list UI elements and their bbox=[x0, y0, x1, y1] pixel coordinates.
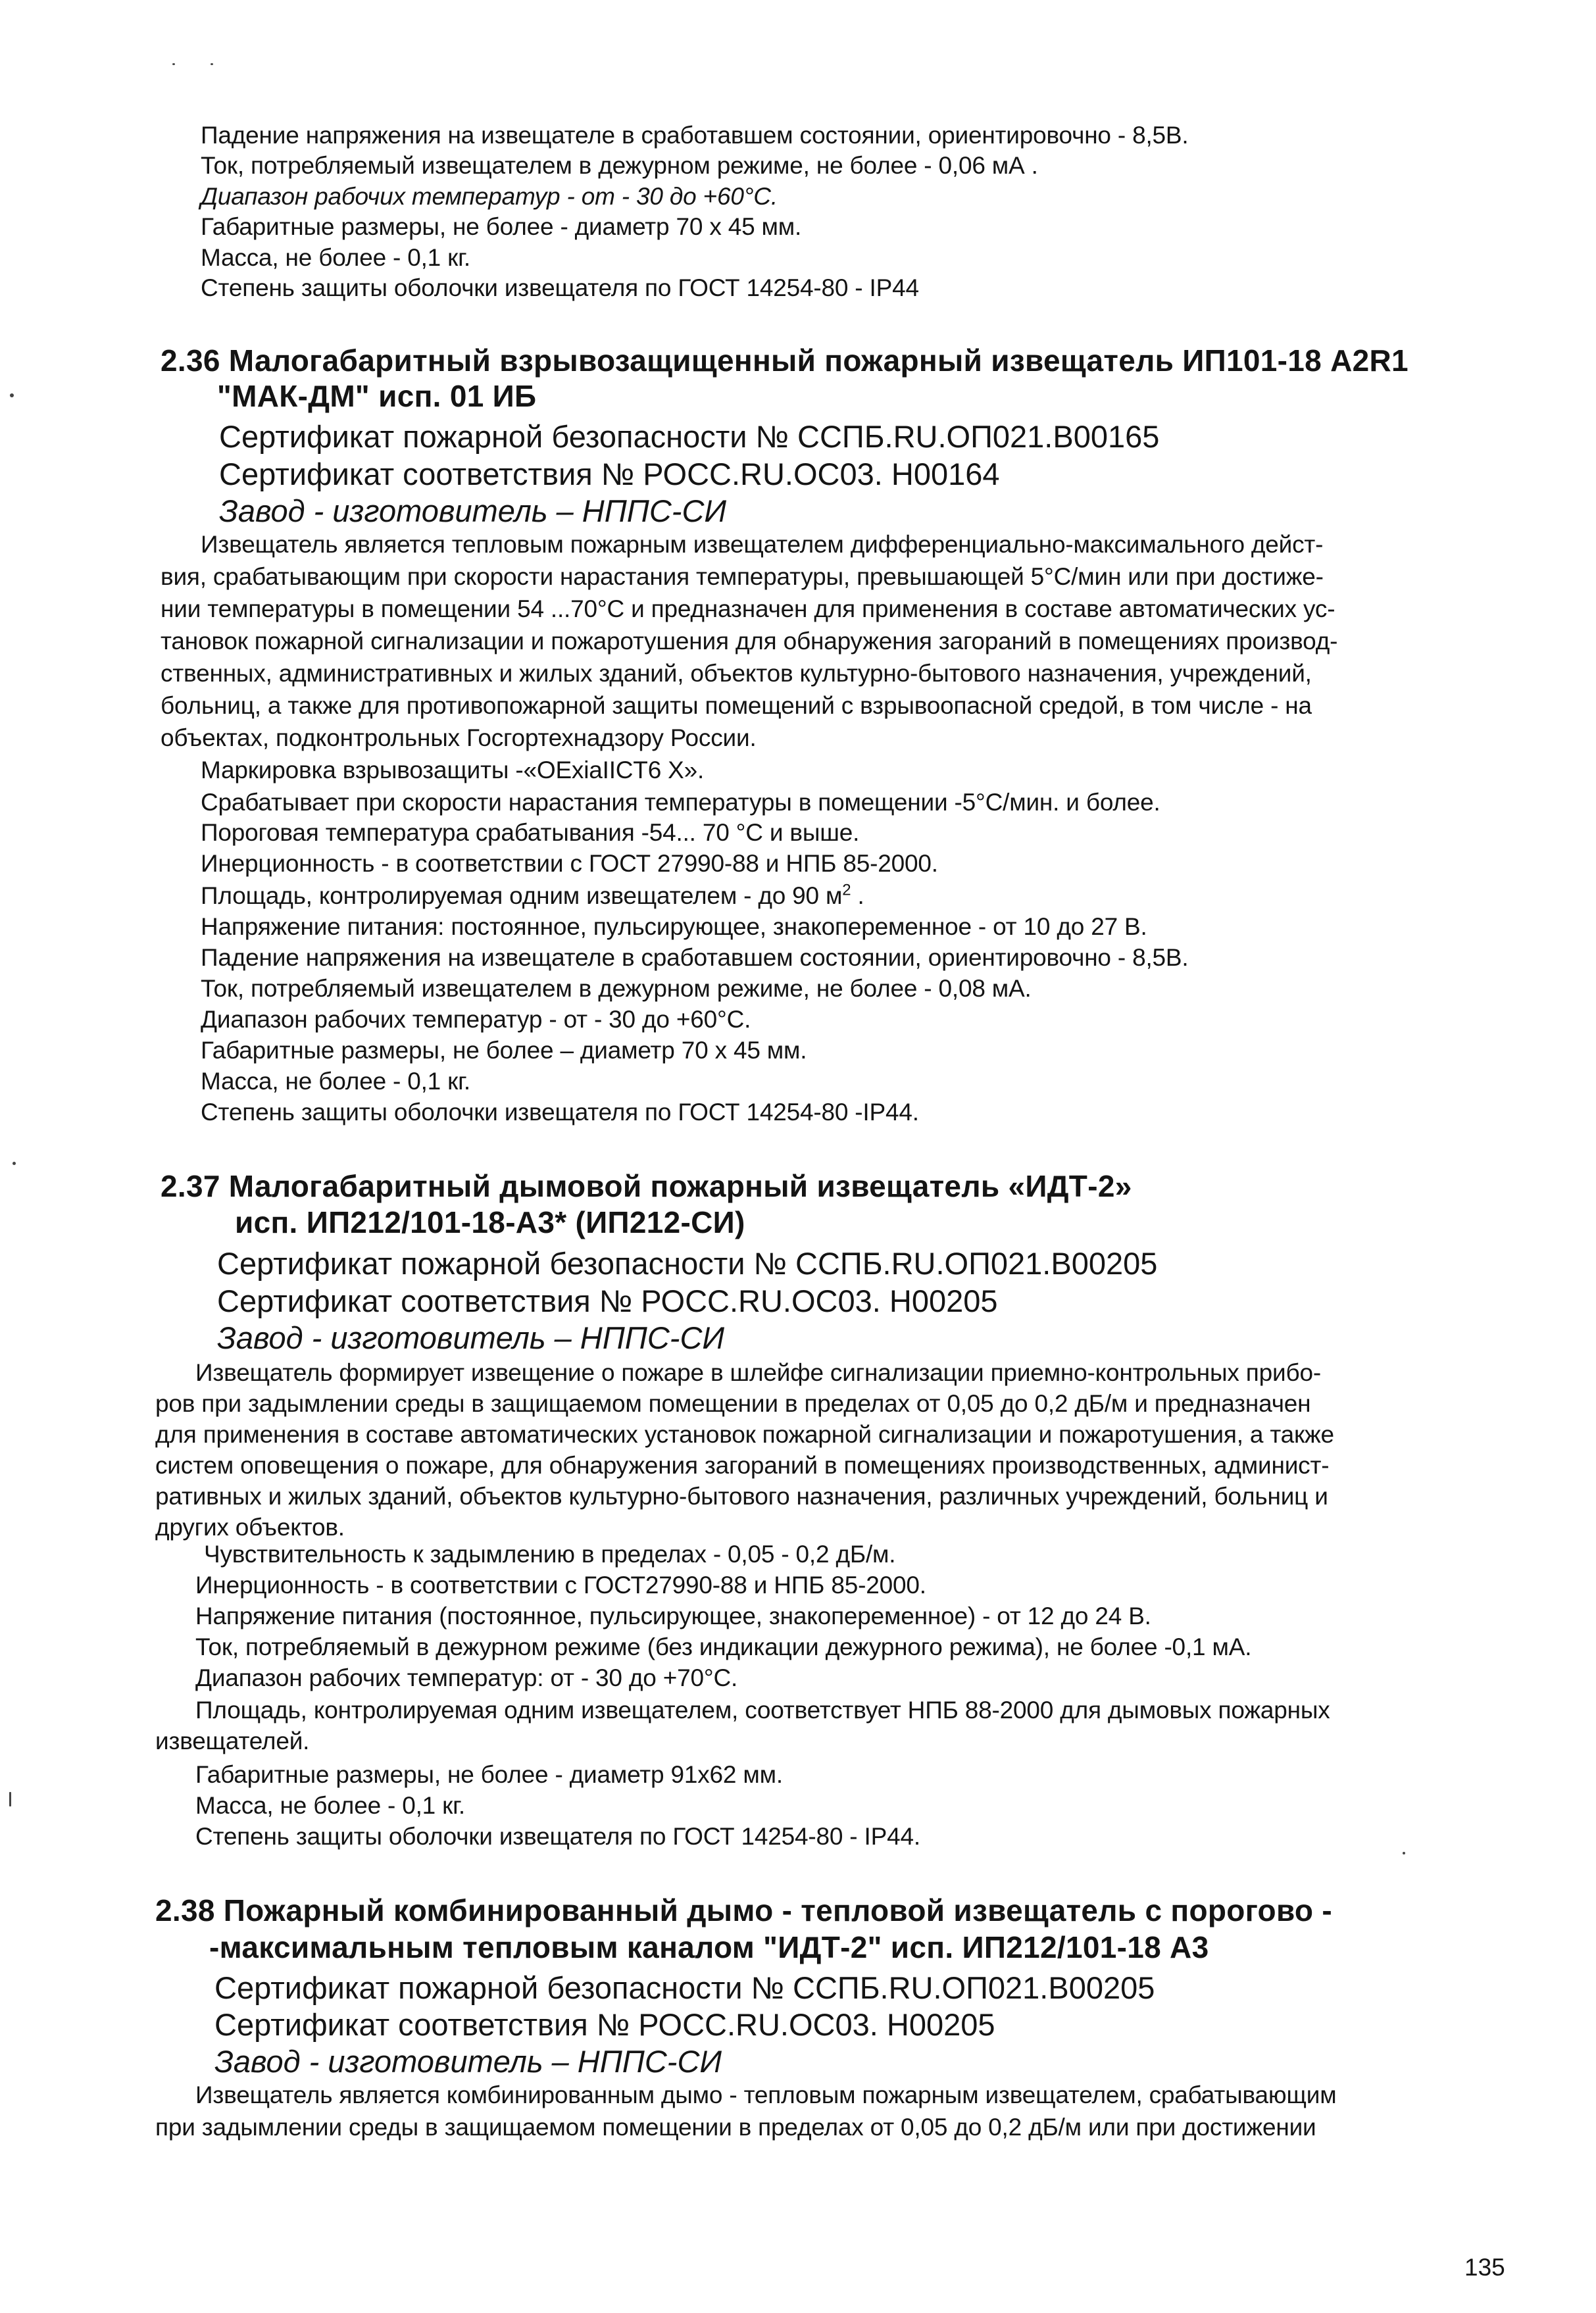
description-line: для применения в составе автоматических установок пожарной сигнализации и пожаротушения, а также bbox=[155, 1421, 1334, 1448]
section-heading: исп. ИП212/101-18-А3* (ИП212-СИ) bbox=[235, 1205, 745, 1239]
description-line: Извещатель формирует извещение о пожаре в шлейфе сигнализации приемно-контрольных прибо- bbox=[195, 1359, 1321, 1386]
spec-line: Ток, потребляемый извещателем в дежурном режиме, не более - 0,08 мА. bbox=[201, 975, 1032, 1002]
description-line: тановок пожарной сигнализации и пожаротушения для обнаружения загораний в помещениях производ- bbox=[161, 628, 1338, 655]
area-text: Площадь, контролируемая одним извещателем - до 90 м bbox=[201, 882, 843, 909]
description-line: ративных и жилых зданий, объектов культурно-бытового назначения, различных учреждений, больниц и bbox=[155, 1483, 1328, 1510]
spec-line: Масса, не более - 0,1 кг. bbox=[195, 1792, 465, 1819]
manufacturer: Завод - изготовитель – НППС-СИ bbox=[219, 493, 727, 528]
scan-speck bbox=[1403, 1852, 1405, 1854]
spec-line-area bbox=[201, 881, 864, 911]
spec-line: Падение напряжения на извещателе в сработавшем состоянии, ориентировочно - 8,5В. bbox=[201, 122, 1189, 149]
scan-speck bbox=[9, 1792, 11, 1806]
manufacturer: Завод - изготовитель – НППС-СИ bbox=[214, 2044, 722, 2079]
spec-line: Падение напряжения на извещателе в сработавшем состоянии, ориентировочно - 8,5В. bbox=[201, 944, 1189, 971]
scan-speck bbox=[10, 393, 14, 397]
conformity-certificate: Сертификат соответствия № РОСС.RU.ОС03. Н00205 bbox=[214, 2007, 995, 2042]
description-line: систем оповещения о пожаре, для обнаружения загораний в помещениях производственных, админист- bbox=[155, 1452, 1330, 1479]
conformity-certificate: Сертификат соответствия № РОСС.RU.ОС03. Н00164 bbox=[219, 457, 1000, 491]
spec-line: Степень защиты оболочки извещателя по ГОСТ 14254-80 - IP44 bbox=[201, 274, 919, 301]
spec-line: Диапазон рабочих температур - от - 30 до +60°С. bbox=[201, 183, 778, 210]
description-line: ров при задымлении среды в защищаемом помещении в пределах от 0,05 до 0,2 дБ/м и предназначен bbox=[155, 1390, 1311, 1417]
page-number: 135 bbox=[1464, 2254, 1505, 2281]
conformity-certificate: Сертификат соответствия № РОСС.RU.ОС03. Н00205 bbox=[217, 1283, 998, 1318]
spec-line: Инерционность - в соответствии с ГОСТ27990-88 и НПБ 85-2000. bbox=[195, 1572, 926, 1599]
spec-line: Масса, не более - 0,1 кг. bbox=[201, 1068, 470, 1095]
spec-line: Степень защиты оболочки извещателя по ГОСТ 14254-80 -IP44. bbox=[201, 1099, 919, 1126]
spec-line: извещателей. bbox=[155, 1728, 310, 1754]
fire-safety-certificate: Сертификат пожарной безопасности № ССПБ.RU.ОП021.В00205 bbox=[217, 1246, 1158, 1281]
spec-line: Ток, потребляемый в дежурном режиме (без индикации дежурного режима), не более -0,1 мА. bbox=[195, 1633, 1252, 1660]
description-line: Извещатель является комбинированным дымо - тепловым пожарным извещателем, срабатывающим bbox=[195, 2081, 1337, 2108]
section-heading: 2.37 Малогабаритный дымовой пожарный извещатель «ИДТ-2» bbox=[161, 1169, 1132, 1203]
manufacturer: Завод - изготовитель – НППС-СИ bbox=[217, 1320, 725, 1355]
description-line: при задымлении среды в защищаемом помещении в пределах от 0,05 до 0,2 дБ/м или при достижении bbox=[155, 2114, 1316, 2141]
spec-line: Пороговая температура срабатывания -54... 70 °С и выше. bbox=[201, 819, 860, 846]
section-heading: -максимальным тепловым каналом "ИДТ-2" исп. ИП212/101-18 А3 bbox=[209, 1930, 1209, 1964]
spec-line: Площадь, контролируемая одним извещателем, соответствует НПБ 88-2000 для дымовых пожарных bbox=[195, 1697, 1330, 1724]
description-line: вия, срабатывающим при скорости нарастания температуры, превышающей 5°С/мин или при достиже- bbox=[161, 563, 1324, 590]
area-superscript: 2 bbox=[842, 881, 851, 899]
description-line: Извещатель является тепловым пожарным извещателем дифференциально-максимального дейст- bbox=[201, 531, 1324, 558]
scan-speck bbox=[12, 1162, 16, 1165]
section-heading: 2.38 Пожарный комбинированный дымо - тепловой извещатель с порогово - bbox=[155, 1893, 1333, 1928]
description-line: ственных, административных и жилых зданий, объектов культурно-бытового назначения, учреждений, bbox=[161, 660, 1312, 687]
spec-line: Диапазон рабочих температур - от - 30 до +60°С. bbox=[201, 1006, 751, 1033]
spec-line: Инерционность - в соответствии с ГОСТ 27990-88 и НПБ 85-2000. bbox=[201, 850, 938, 877]
spec-line: Степень защиты оболочки извещателя по ГОСТ 14254-80 - IP44. bbox=[195, 1823, 920, 1850]
area-end: . bbox=[851, 882, 864, 909]
spec-line: Ток, потребляемый извещателем в дежурном режиме, не более - 0,06 мА . bbox=[201, 152, 1038, 179]
fire-safety-certificate: Сертификат пожарной безопасности № ССПБ.RU.ОП021.В00205 bbox=[214, 1970, 1155, 2005]
section-heading: "МАК-ДМ" исп. 01 ИБ bbox=[217, 379, 537, 413]
description-line: больниц, а также для противопожарной защиты помещений с взрывоопасной средой, в том числе - на bbox=[161, 692, 1312, 719]
spec-line: Масса, не более - 0,1 кг. bbox=[201, 244, 470, 271]
spec-line: Срабатывает при скорости нарастания температуры в помещении -5°С/мин. и более. bbox=[201, 789, 1160, 816]
spec-line: Габаритные размеры, не более – диаметр 70 х 45 мм. bbox=[201, 1037, 807, 1064]
fire-safety-certificate: Сертификат пожарной безопасности № ССПБ.RU.ОП021.В00165 bbox=[219, 419, 1160, 454]
description-line: объектах, подконтрольных Госгортехнадзору России. bbox=[161, 724, 757, 751]
spec-line: Габаритные размеры, не более - диаметр 91х62 мм. bbox=[195, 1761, 783, 1788]
spec-line: Напряжение питания (постоянное, пульсирующее, знакопеременное) - от 12 до 24 В. bbox=[195, 1603, 1151, 1629]
description-line: других объектов. bbox=[155, 1514, 345, 1541]
section-heading: 2.36 Малогабаритный взрывозащищенный пожарный извещатель ИП101-18 A2R1 bbox=[161, 343, 1409, 378]
description-line: нии температуры в помещении 54 ...70°С и предназначен для применения в составе автоматических ус- bbox=[161, 595, 1335, 622]
spec-line: Напряжение питания: постоянное, пульсирующее, знакопеременное - от 10 до 27 В. bbox=[201, 913, 1147, 940]
spec-line: Диапазон рабочих температур: от - 30 до +70°С. bbox=[195, 1664, 738, 1691]
spec-line: Маркировка взрывозащиты -«ОЕxiaIICT6 X». bbox=[201, 757, 705, 783]
spec-line: Габаритные размеры, не более - диаметр 70 х 45 мм. bbox=[201, 213, 802, 240]
spec-line: Чувствительность к задымлению в пределах - 0,05 - 0,2 дБ/м. bbox=[204, 1541, 896, 1568]
scan-speck bbox=[211, 63, 213, 65]
scan-speck bbox=[172, 63, 175, 65]
